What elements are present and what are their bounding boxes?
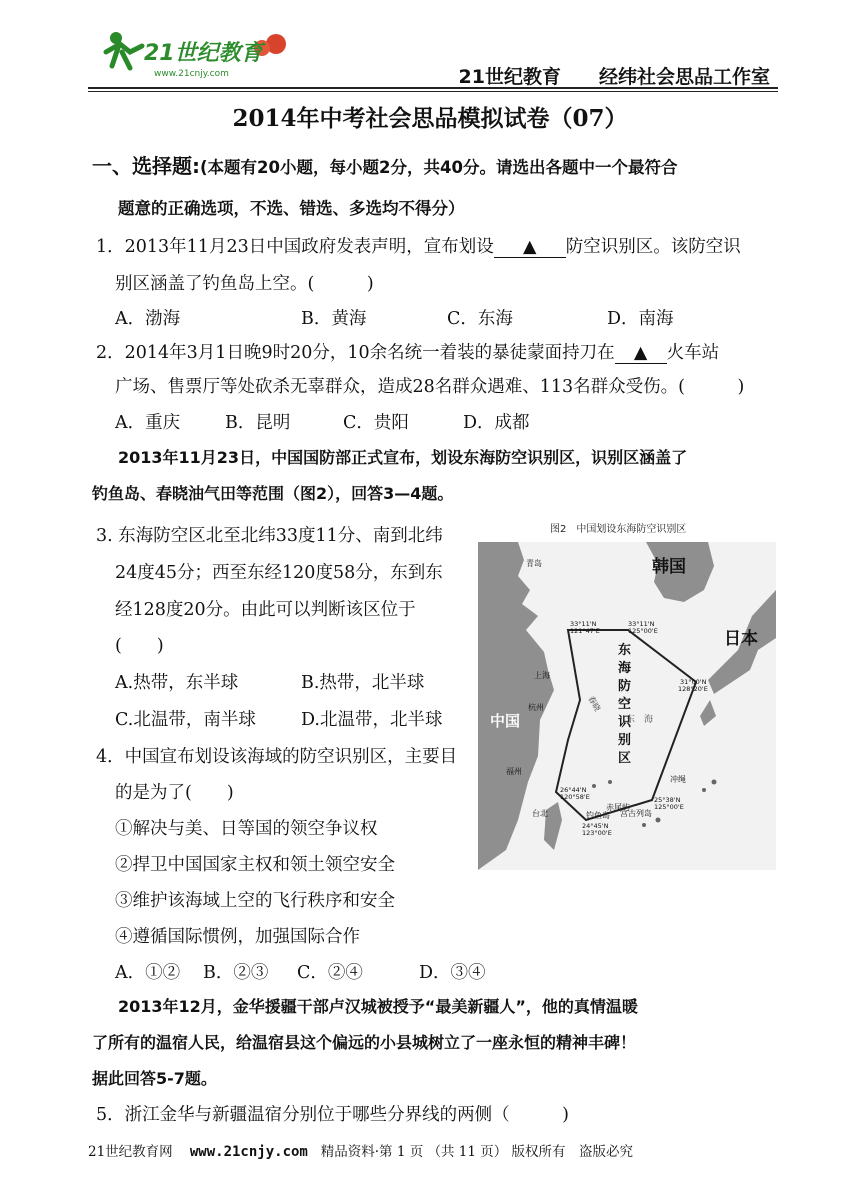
svg-text:海: 海 [618,661,632,676]
question-3: 3. 东海防空区北至北纬33度11分、南到北纬 [96,526,443,546]
option-c[interactable]: C．②④ [297,963,363,983]
svg-text:日本: 日本 [724,629,758,649]
svg-text:www.21cnjy.com: www.21cnjy.com [154,69,229,79]
question-3-options-cd [115,706,442,731]
svg-text:赤尾屿: 赤尾屿 [606,803,630,812]
intro-q3-4: 2013年11月23日，中国国防部正式宣布，划设东海防空识别区，识别区涵盖了 [118,448,688,467]
question-3-options-ab [115,669,424,694]
option-b[interactable]: B．昆明 [225,413,291,433]
svg-text:钓鱼岛: 钓鱼岛 [586,811,610,820]
intro-q5-7-line2: 了所有的温宿人民，给温宿县这个偏远的小县城树立了一座永恒的精神丰碑！ [92,1033,637,1052]
svg-text:128°20'E: 128°20'E [678,685,708,693]
site-logo [96,22,296,82]
svg-text:东 海: 东 海 [626,715,654,725]
section-heading: 一、选择题:(本题有20小题，每小题2分，共40分。请选出各题中一个最符合 [92,154,678,178]
svg-text:春晓: 春晓 [586,694,603,713]
svg-text:121°47'E: 121°47'E [570,627,600,635]
question-4-item-4: ④遵循国际惯例，加强国际合作 [115,927,360,947]
question-2-line2: 广场、售票厅等处砍杀无辜群众，造成28名群众遇难、113名群众受伤。( ) [115,377,745,397]
option-b[interactable]: B．②③ [203,963,269,983]
svg-text:33°11'N: 33°11'N [628,620,655,628]
svg-text:125°00'E: 125°00'E [628,627,658,635]
svg-text:26°44'N: 26°44'N [560,786,587,794]
svg-text:别: 别 [618,733,632,748]
svg-text:青岛: 青岛 [526,559,542,568]
option-b[interactable]: B.热带，北半球 [301,673,425,693]
option-c[interactable]: C．贵阳 [343,413,409,433]
svg-text:冲绳: 冲绳 [670,775,686,784]
header-divider-thin [88,91,778,92]
page-footer: 21世纪教育网 www.21cnjy.com 精品资料·第 1 页 （共 11 页） 版权所有 盗版必究 [88,1144,634,1160]
page-title: 2014年中考社会思品模拟试卷（07） [232,105,628,132]
intro-q5-7-line3: 据此回答5-7题。 [92,1069,217,1088]
svg-text:区: 区 [618,751,632,766]
question-2-options [115,409,530,434]
svg-text:33°11'N: 33°11'N [570,620,597,628]
svg-text:空: 空 [618,697,632,712]
question-4-item-3: ③维护该海域上空的飞行秩序和安全 [115,891,395,911]
option-d[interactable]: D．南海 [607,309,674,329]
question-4-item-1: ①解决与美、日等国的领空争议权 [115,819,378,839]
svg-text:21世纪教育: 21世纪教育 [144,41,263,66]
option-d[interactable]: D．成都 [463,413,530,433]
svg-text:东: 东 [618,643,632,658]
option-d[interactable]: D．③④ [419,963,486,983]
svg-text:25°38'N: 25°38'N [654,796,681,804]
intro-q5-7: 2013年12月，金华援疆干部卢汉城被授予“最美新疆人”，他的真情温暖 [118,997,638,1016]
question-3-line4: ( ) [115,636,164,656]
map-figure [478,520,776,870]
map-caption: 图2 中国划设东海防空识别区 [550,524,687,535]
question-4-options [115,959,486,984]
svg-text:中国: 中国 [490,712,521,730]
option-b[interactable]: B．黄海 [301,309,367,329]
svg-text:宫古列岛: 宫古列岛 [620,809,652,818]
option-a[interactable]: A．渤海 [115,309,181,329]
svg-text:杭州: 杭州 [528,703,544,712]
svg-text:125°00'E: 125°00'E [654,803,684,811]
question-3-line3: 经128度20分。由此可以判断该区位于 [115,600,416,620]
svg-text:24°45'N: 24°45'N [582,822,609,830]
question-3-line2: 24度45分；西至东经120度58分，东到东 [115,563,443,583]
svg-text:福州: 福州 [506,767,522,776]
question-1: 1．2013年11月23日中国政府发表声明，宣布划设 ▲ 防空识别区。该防空识 [96,237,741,257]
question-4: 4．中国宣布划设该海域的防空识别区，主要目 [96,747,458,767]
svg-text:防: 防 [618,679,632,694]
option-d[interactable]: D.北温带，北半球 [301,710,443,730]
section-note: 题意的正确选项，不选、错选、多选均不得分） [118,199,465,218]
header-divider [88,87,778,89]
svg-text:上海: 上海 [534,671,550,680]
question-4-item-2: ②捍卫中国国家主权和领土领空安全 [115,855,395,875]
intro-q3-4-line2: 钓鱼岛、春晓油气田等范围（图2），回答3—4题。 [92,484,454,503]
svg-text:31°00'N: 31°00'N [680,678,707,686]
question-2: 2．2014年3月1日晚9时20分，10余名统一着装的暴徒蒙面持刀在 ▲ 火车站 [96,343,720,363]
svg-text:123°00'E: 123°00'E [582,829,612,837]
header-org: 21世纪教育 经纬社会思品工作室 [458,66,770,88]
question-1-line2: 别区涵盖了钓鱼岛上空。( ) [115,274,374,294]
svg-text:识: 识 [618,715,632,730]
svg-text:120°58'E: 120°58'E [560,793,590,801]
option-a[interactable]: A.热带，东半球 [115,673,239,693]
question-5: 5．浙江金华与新疆温宿分别位于哪些分界线的两侧（ ) [96,1105,569,1125]
option-a[interactable]: A．①② [115,963,181,983]
option-a[interactable]: A．重庆 [115,413,181,433]
svg-text:韩国: 韩国 [652,557,686,577]
question-1-options [115,305,674,330]
option-c[interactable]: C.北温带，南半球 [115,710,256,730]
question-4-line2: 的是为了( ) [115,783,234,803]
svg-text:台北: 台北 [532,809,548,818]
option-c[interactable]: C．东海 [447,309,513,329]
